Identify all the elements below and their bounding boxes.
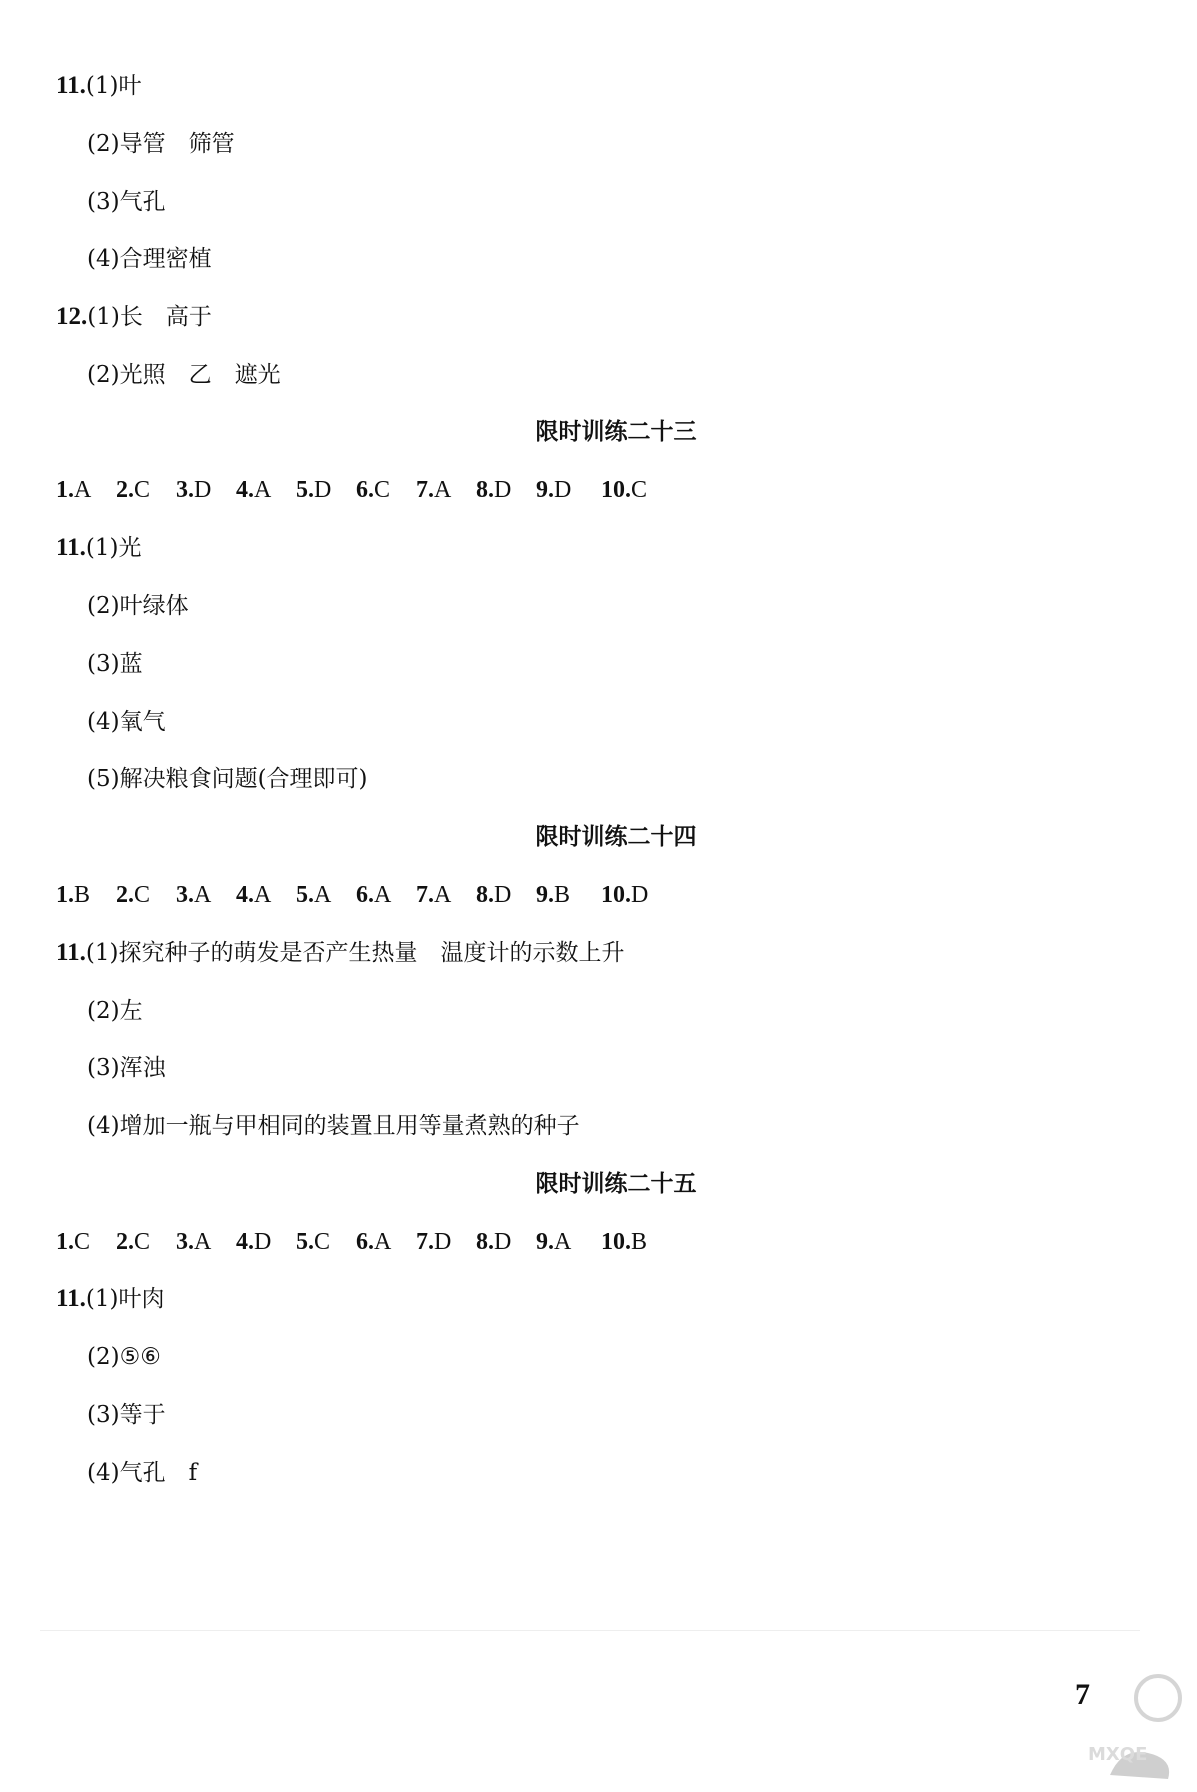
- choice-answer: 1.A: [56, 477, 92, 503]
- s23-q11-part1-line: [56, 528, 141, 568]
- s23-q11-part4-line: [87, 702, 166, 742]
- choice-answers-23: [56, 470, 661, 510]
- answer-text: (4)增加一瓶与甲相同的装置且用等量煮熟的种子: [87, 1113, 580, 1139]
- answer-text: (2)叶绿体: [87, 593, 189, 619]
- section-heading-23: 限时训练二十三: [535, 418, 697, 445]
- question-number: 11.: [56, 939, 86, 966]
- choice-answer: 6.A: [356, 882, 392, 908]
- choice-answer: 10.D: [601, 882, 649, 908]
- choice-answer: 7.A: [416, 477, 452, 503]
- answer-text: (1)探究种子的萌发是否产生热量 温度计的示数上升: [85, 940, 625, 966]
- question-number: 11.: [56, 72, 86, 99]
- s25-q11-part2-line: [87, 1337, 161, 1377]
- choice-answer: 4.A: [236, 882, 272, 908]
- divider: [40, 1630, 1140, 1631]
- choice-answer: 1.C: [56, 1229, 91, 1255]
- choice-answer: 5.D: [296, 477, 332, 503]
- answer-text: (1)光: [85, 535, 142, 561]
- q12-part1-line: [56, 297, 212, 337]
- section-heading-25: 限时训练二十五: [535, 1170, 697, 1197]
- choice-answer: 2.C: [116, 882, 151, 908]
- choice-answer: 3.A: [176, 882, 212, 908]
- answer-text: (3)等于: [87, 1402, 166, 1428]
- s25-q11-part3-line: [87, 1395, 166, 1435]
- choice-answer: 8.D: [476, 882, 512, 908]
- q12-part2-line: [87, 355, 281, 395]
- answer-text: (4)氧气: [87, 709, 166, 735]
- s24-q11-part4-line: [87, 1106, 580, 1146]
- answer-text: (2)导管 筛管: [87, 131, 235, 157]
- choice-answer: 8.D: [476, 1229, 512, 1255]
- answer-text: (5)解决粮食问题(合理即可): [87, 766, 368, 792]
- answer-text: (2)光照 乙 遮光: [87, 362, 281, 388]
- choice-answer: 6.A: [356, 1229, 392, 1255]
- q11-part2-line: [87, 124, 235, 164]
- choice-answer: 3.A: [176, 1229, 212, 1255]
- choice-answer: 2.C: [116, 477, 151, 503]
- choice-answer: 6.C: [356, 477, 391, 503]
- choice-answer: 10.B: [601, 1229, 648, 1255]
- svg-text:MXQE: MXQE: [1088, 1744, 1148, 1765]
- s23-q11-part3-line: [87, 644, 143, 684]
- question-number: 12.: [56, 303, 88, 330]
- choice-answer: 4.A: [236, 477, 272, 503]
- choice-answer: 9.B: [536, 882, 571, 908]
- choice-answer: 5.C: [296, 1229, 331, 1255]
- choice-answer: 3.D: [176, 477, 212, 503]
- choice-answer: 9.A: [536, 1229, 572, 1255]
- s24-q11-part1-line: [56, 933, 624, 973]
- page-number: 7: [1075, 1678, 1090, 1711]
- q11-part3-line: [87, 182, 166, 222]
- question-number: 11.: [56, 1285, 86, 1312]
- choice-answer: 8.D: [476, 477, 512, 503]
- s23-q11-part5-line: [87, 759, 368, 799]
- s23-q11-part2-line: [87, 586, 189, 626]
- q11-part1-line: [56, 66, 141, 106]
- choice-answer: 10.C: [601, 477, 648, 503]
- q11-part4-line: [87, 239, 212, 279]
- choice-answers-25: [56, 1222, 661, 1262]
- answer-text: (2)⑤⑥: [87, 1344, 161, 1370]
- choice-answer: 7.D: [416, 1229, 452, 1255]
- answer-text: (4)合理密植: [87, 246, 212, 272]
- s24-q11-part2-line: [87, 991, 143, 1031]
- question-number: 11.: [56, 534, 86, 561]
- answer-text: (3)蓝: [87, 651, 143, 677]
- s25-q11-part1-line: [56, 1279, 164, 1319]
- choice-answer: 5.A: [296, 882, 332, 908]
- watermark-logo-icon: [1080, 1650, 1197, 1792]
- s24-q11-part3-line: [87, 1048, 166, 1088]
- choice-answer: 2.C: [116, 1229, 151, 1255]
- choice-answer: 4.D: [236, 1229, 272, 1255]
- answer-text: (2)左: [87, 998, 143, 1024]
- s25-q11-part4-line: [87, 1453, 197, 1493]
- answer-text: (1)长 高于: [87, 304, 212, 330]
- answer-text: (1)叶肉: [85, 1286, 165, 1312]
- answer-text: (3)气孔: [87, 189, 166, 215]
- section-heading-24: 限时训练二十四: [535, 823, 697, 850]
- choice-answers-24: [56, 875, 661, 915]
- choice-answer: 1.B: [56, 882, 91, 908]
- answer-text: (4)气孔 f: [87, 1460, 198, 1486]
- choice-answer: 9.D: [536, 477, 572, 503]
- answer-text: (1)叶: [85, 73, 142, 99]
- answer-text: (3)浑浊: [87, 1055, 166, 1081]
- choice-answer: 7.A: [416, 882, 452, 908]
